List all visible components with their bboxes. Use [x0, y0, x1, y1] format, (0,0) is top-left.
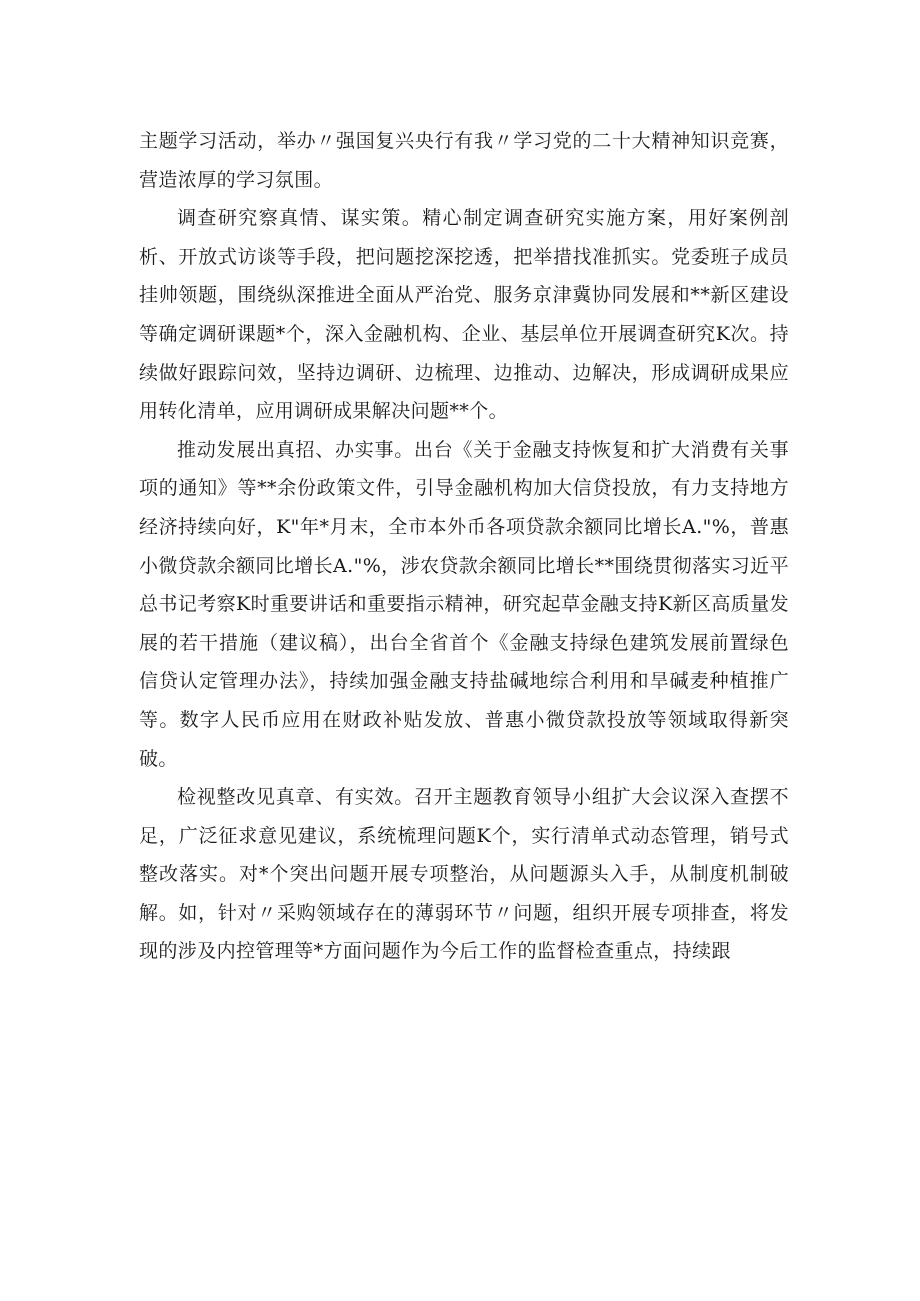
paragraph-continuation: 主题学习活动，举办〃强国复兴央行有我〃学习党的二十大精神知识竞赛，营造浓厚的学习氛围。	[139, 130, 789, 191]
paragraph-development: 推动发展出真招、办实事。出台《关于金融支持恢复和扩大消费有关事项的通知》等**余份政策文件，引导金融机构加大信贷投放，有力支持地方经济持续向好，K"年*月末，全市本外币各项贷款余额同比增长A."%，普惠小微贷款余额同比增长A."%，涉农贷款余额同比增长**围绕贯彻落实习近平总书记考察K时重要讲话和重要指示精神，研究起草金融支持K新区高质量发展的若干措施（建议稿），出台全省首个《金融支持绿色建筑发展前置绿色信贷认定管理办法》，持续加强金融支持盐碱地综合利用和旱碱麦种植推广等。数字人民币应用在财政补贴发放、普惠小微贷款投放等领域取得新突破。	[139, 438, 789, 770]
paragraph-rectification: 检视整改见真章、有实效。召开主题教育领导小组扩大会议深入查摆不足，广泛征求意见建议，系统梳理问题K个，实行清单式动态管理，销号式整改落实。对*个突出问题开展专项整治，从问题源头入手，从制度机制破解。如，针对〃采购领域存在的薄弱环节〃问题，组织开展专项排查，将发现的涉及内控管理等*方面问题作为今后工作的监督检查重点，持续跟	[139, 786, 789, 963]
paragraph-research: 调查研究察真情、谋实策。精心制定调查研究实施方案，用好案例剖析、开放式访谈等手段，把问题挖深挖透，把举措找准抓实。党委班子成员挂帅领题，围绕纵深推进全面从严治党、服务京津冀协同发展和**新区建设等确定调研课题*个，深入金融机构、企业、基层单位开展调查研究K次。持续做好跟踪问效，坚持边调研、边梳理、边推动、边解决，形成调研成果应用转化清单，应用调研成果解决问题**个。	[139, 207, 789, 423]
document-body	[139, 122, 789, 971]
